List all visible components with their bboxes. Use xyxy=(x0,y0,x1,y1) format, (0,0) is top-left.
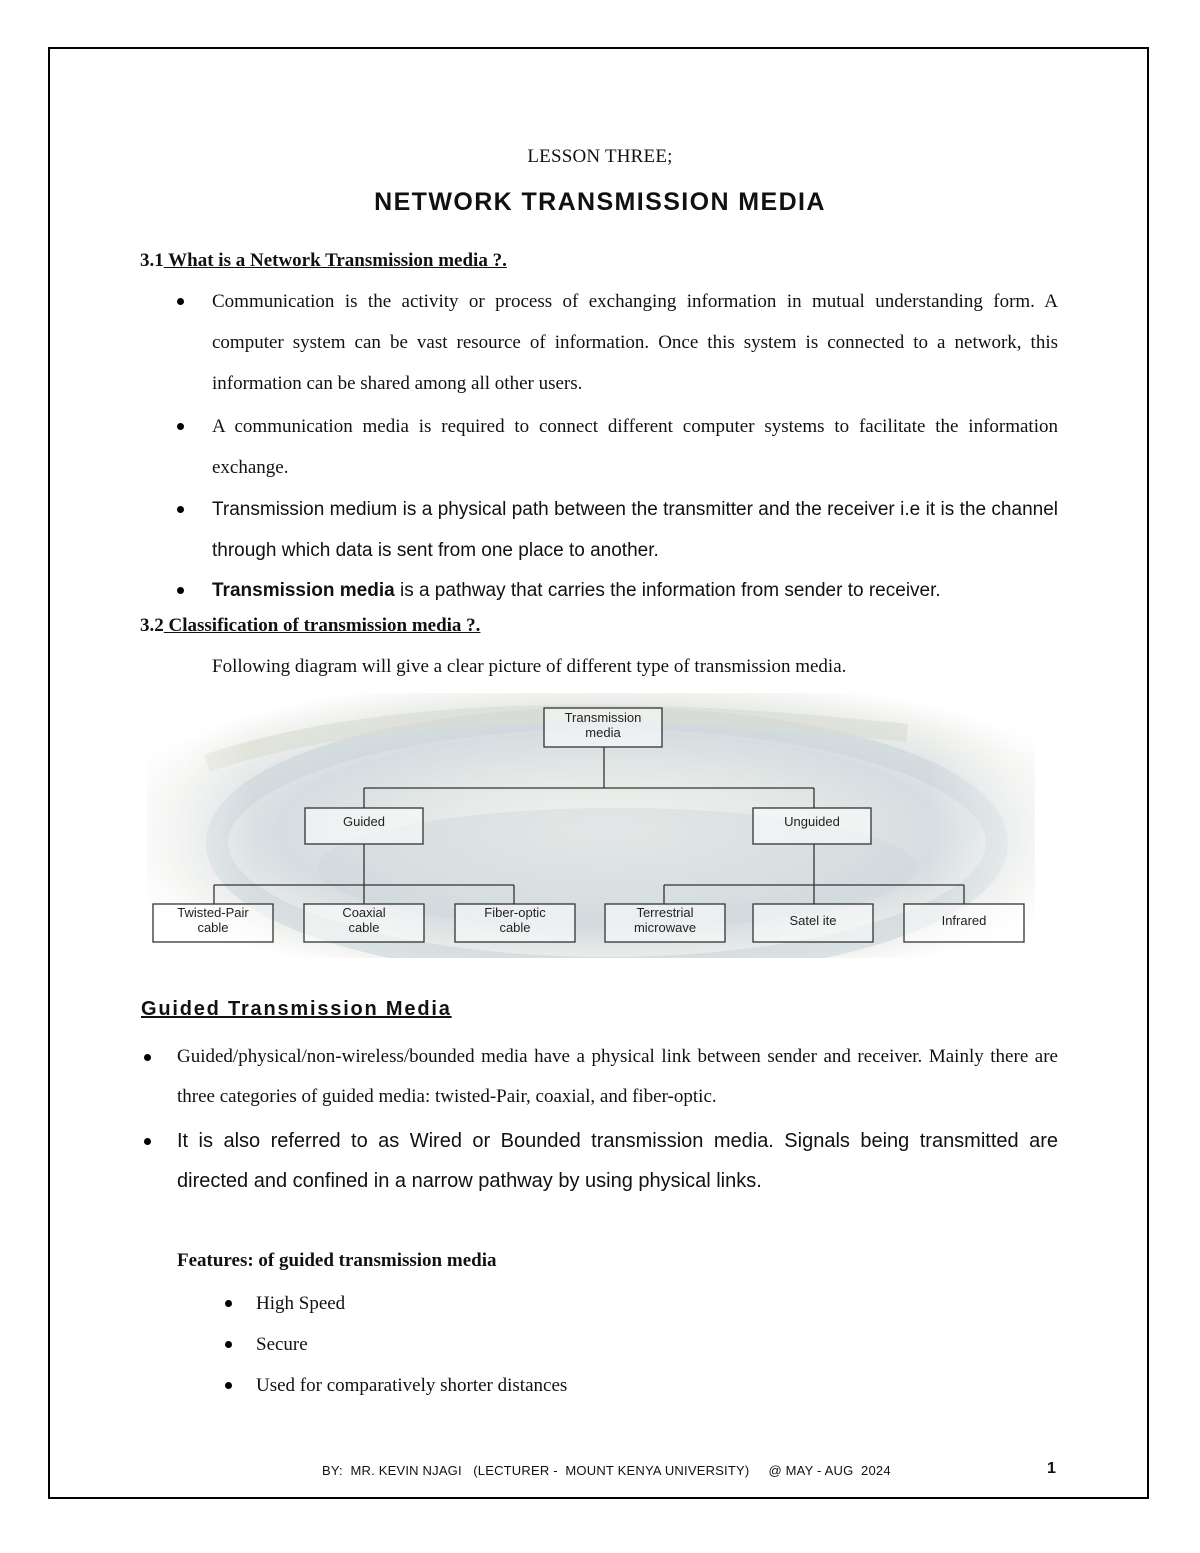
diagram-svg xyxy=(147,693,1035,958)
page-title: NETWORK TRANSMISSION MEDIA xyxy=(374,188,826,216)
node-label: Infrared xyxy=(941,913,987,928)
list-item: Communication is the activity or process of exchanging information in mutual understanding form. A computer system can be vast resource of information. Once this system is connected to a network, this information can be shared among all other users. xyxy=(172,281,1058,404)
section-1-bullet-list xyxy=(172,281,1058,611)
section-heading-3-1 xyxy=(140,250,507,272)
section-number: 3.2 xyxy=(140,615,164,636)
list-item: Guided/physical/non-wireless/bounded media have a physical link between sender and receiver. Mainly there are three categories of guided media: twisted-Pair, coaxial, and fiber-optic. xyxy=(140,1037,1058,1117)
node-transmission-media xyxy=(544,708,662,747)
list-item: Secure xyxy=(216,1324,816,1365)
node-twisted-pair xyxy=(153,904,273,942)
section-heading-3-2 xyxy=(140,615,480,637)
list-item: High Speed xyxy=(216,1283,816,1324)
node-infrared xyxy=(904,904,1024,942)
bold-term: Transmission media xyxy=(212,580,395,601)
guided-section-title: Guided Transmission Media xyxy=(141,998,452,1020)
node-label: Guided xyxy=(343,814,385,829)
node-label: Terrestrial xyxy=(636,905,694,920)
node-label: cable xyxy=(348,920,380,935)
node-label: Fiber-optic xyxy=(484,905,546,920)
list-item xyxy=(172,570,1058,611)
node-label: Unguided xyxy=(784,814,840,829)
node-guided xyxy=(305,808,423,844)
list-item-text: is a pathway that carries the information from sender to receiver. xyxy=(394,580,941,601)
footer-text: BY: MR. KEVIN NJAGI (LECTURER - MOUNT KENYA UNIVERSITY) @ MAY - AUG 2024 xyxy=(322,1463,891,1478)
list-item: It is also referred to as Wired or Bounded transmission media. Signals being transmitted are directed and confined in a narrow pathway by using physical links. xyxy=(140,1121,1058,1201)
transmission-media-diagram xyxy=(147,693,1035,958)
list-item: A communication media is required to connect different computer systems to facilitate the information exchange. xyxy=(172,406,1058,488)
section-heading-text: Classification of transmission media ?. xyxy=(163,615,481,636)
section-heading-text: What is a Network Transmission media ?. xyxy=(163,250,507,271)
node-label: media xyxy=(585,725,621,740)
node-label: Satel ite xyxy=(789,913,837,928)
page-number: 1 xyxy=(1047,1460,1056,1477)
list-item: Transmission medium is a physical path between the transmitter and the receiver i.e it is the channel through which data is sent from one place to another. xyxy=(172,489,1058,571)
node-label: Transmission xyxy=(564,710,642,725)
features-list xyxy=(216,1283,816,1406)
node-fiber-optic xyxy=(455,904,575,942)
node-coaxial xyxy=(304,904,424,942)
node-satellite xyxy=(753,904,873,942)
list-item: Used for comparatively shorter distances xyxy=(216,1365,816,1406)
node-terrestrial-microwave xyxy=(605,904,725,942)
node-label: cable xyxy=(197,920,229,935)
guided-bullet-list xyxy=(140,1037,1058,1201)
node-label: microwave xyxy=(633,920,697,935)
node-label: cable xyxy=(499,920,531,935)
section-number: 3.1 xyxy=(140,250,164,271)
node-label: Twisted-Pair xyxy=(177,905,249,920)
node-label: Coaxial xyxy=(342,905,386,920)
lesson-label: LESSON THREE; xyxy=(527,146,673,167)
features-heading: Features: of guided transmission media xyxy=(177,1250,497,1271)
node-unguided xyxy=(753,808,871,844)
diagram-intro: Following diagram will give a clear picture of different type of transmission media. xyxy=(212,656,847,677)
